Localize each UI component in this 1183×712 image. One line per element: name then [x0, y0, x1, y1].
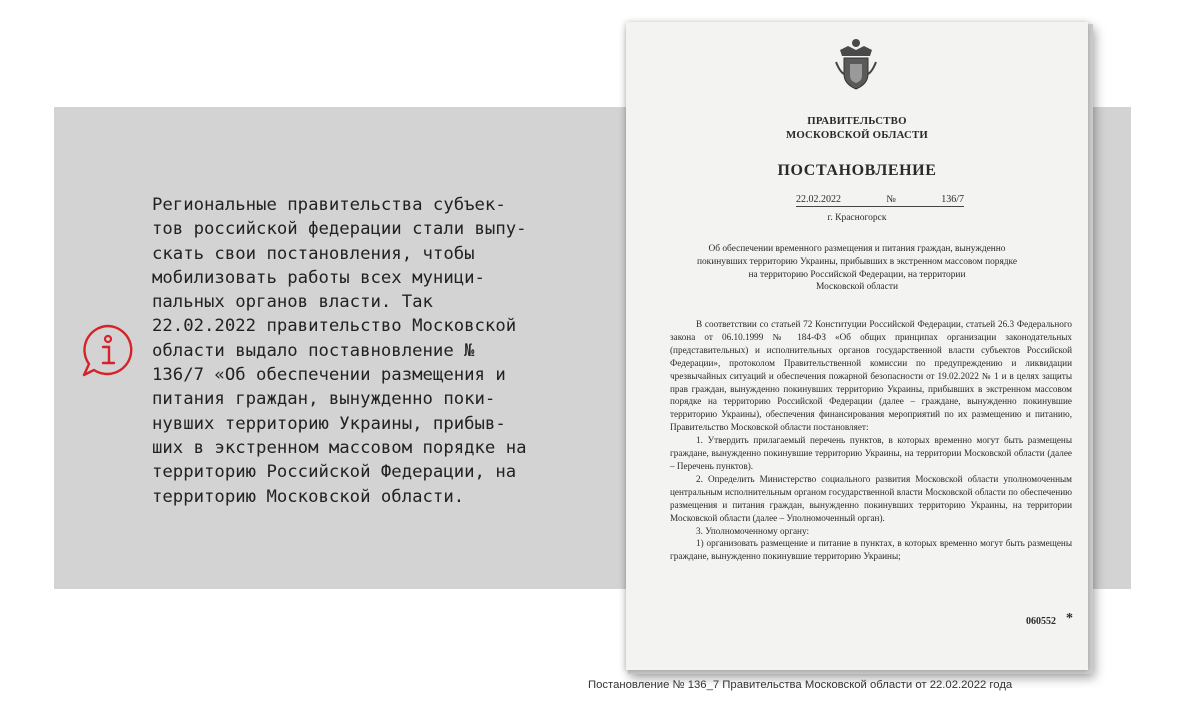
body-text: Региональные правительства субъек- тов российской федерации стали выпу- скать свои постановления, чтобы мобилизовать работы всех муници- пальных органов власти. Так 22.02.2022 правительство Московской области выдало поставновление № 136/7 «Об обеспечении размещения и питания граждан, вынужденно поки- нувших территорию Украины, прибыв- ших в экстренном массовом порядке на территорию Российской Федерации, на территорию Московской области. [152, 195, 527, 507]
info-icon [80, 322, 136, 378]
document-number: 136/7 [941, 194, 964, 205]
document-paragraph: 1. Утвердить прилагаемый перечень пунктов, в которых временно могут быть размещены граждане, вынужденно покинувшие территорию Украины, на территории Московской области (далее – Перечень пунктов). [670, 435, 1072, 471]
image-caption: Постановление № 136_7 Правительства Московской области от 22.02.2022 года [588, 679, 1013, 691]
document-body [670, 318, 1072, 563]
serial-mark: * [1066, 611, 1073, 626]
document-paragraph: 2. Определить Министерство социального развития Московской области уполномоченным центральным исполнительным органом государственной власти Московской области по обеспечению размещения и питания граждан, вынужденно покинувших территорию Украины, на территории Московской области (далее – Уполномоченный орган). [670, 473, 1072, 523]
document-date: 22.02.2022 [796, 194, 841, 205]
number-sign: № [886, 194, 896, 205]
date-number-line [796, 194, 964, 207]
document-city: г. Красногорск [827, 213, 887, 223]
document-paragraph: 3. Уполномоченному органу: [696, 525, 809, 536]
document-paragraph: 1) организовать размещение и питание в пунктах, в которых временно могут быть размещены граждане, вынужденно покинувшие территорию Украины; [670, 538, 1072, 562]
document-type: ПОСТАНОВЛЕНИЕ [777, 162, 937, 179]
document-title: Об обеспечении временного размещения и питания граждан, вынужденно покинувших территорию Украины, прибывших в экстренном массовом порядке на территорию Российской Федерации, на территории Московской области [696, 244, 1018, 293]
document-serial: 060552 [1026, 616, 1056, 627]
government-name: ПРАВИТЕЛЬСТВО МОСКОВСКОЙ ОБЛАСТИ [785, 115, 929, 141]
document-image [626, 22, 1088, 670]
coat-of-arms-icon [834, 36, 878, 92]
document-paragraph: В соответствии со статьей 72 Конституции Российской Федерации, статьей 26.3 Федерального закона от 06.10.1999 № 184-ФЗ «Об общих принципах организации законодательных (представительных) и исполнительных органов государственной власти субъектов Российской Федерации», протоколом Правительственной комиссии по предупреждению и ликвидации чрезвычайных ситуаций и обеспечения пожарной безопасности от 19.02.2022 № 1 и в целях защиты прав граждан, вынужденно покинувших территорию Украины, прибывших в экстренном массовом порядке на территорию Российской Федерации (далее – граждане, вынужденно покинувшие территорию Украины), обеспечения финансирования мероприятий по их размещению и питанию, Правительство Московской области постановляет: [670, 319, 1072, 433]
